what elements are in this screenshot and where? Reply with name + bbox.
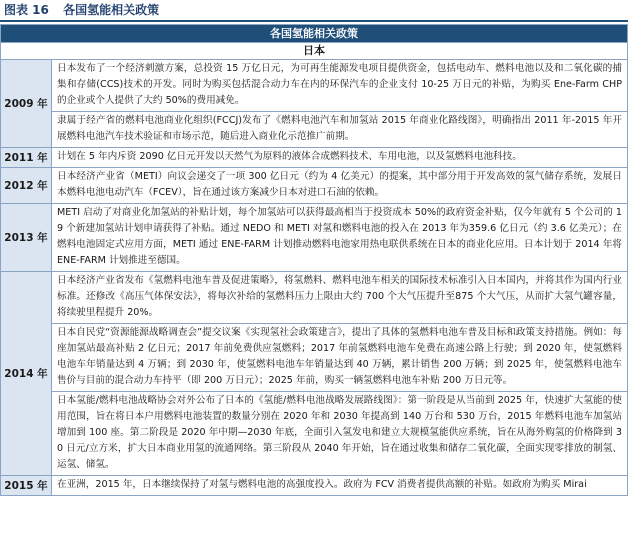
year-cell: 2013 年 — [1, 204, 52, 272]
table-row — [1, 168, 628, 204]
table-header: 各国氢能相关政策 — [1, 25, 628, 43]
year-cell: 2009 年 — [1, 60, 52, 148]
policy-cell: 日本经济产业省发布《氢燃料电池车普及促进策略》，将氢燃料、燃料电池车相关的国际技术标准引入日本国内，并将其作为国内行业标准。还修改《高压气体保安法》，将每次补给的氢燃料压力上限由大约 700 个大气压提升至875 个大气压，从而扩大氢气罐容量，将续驶里程提升 20%。 — [52, 272, 628, 324]
policy-cell: 隶属于经产省的燃料电池商业化组织(FCCJ)发布了《燃料电池汽车和加氢站 2015 年商业化路线图》，明确指出 2011 年-2015 年开展燃料电池汽车技术验证和市场示范，随后进入商业化示范推广前期。 — [52, 112, 628, 148]
figure-label: 图表 16 — [4, 3, 49, 17]
policy-cell: 日本自民党“资源能源战略调查会”提交议案《实现氢社会政策建言》，提出了具体的氢燃料电池车普及目标和政策支持措施。例如：每座加氢站最高补贴 2 亿日元；2017 年前免费供应氢燃料；2017 年前氢燃料电池车免费在高速公路上行驶；到 2020 年，使氢燃料电池车年销量达到 4 万辆；到 2030 年，使氢燃料电池车年销量达到 40 万辆，累计销售 200 万辆；到 2025 年，使氢燃料电池车售价与目前的混合动力车持平（即 200 万日元）；2025 年前，购买一辆氢燃料电池车补贴 200 万日元等。 — [52, 324, 628, 392]
year-cell: 2015 年 — [1, 476, 52, 496]
policy-cell: METI 启动了对商业化加氢站的补贴计划，每个加氢站可以获得最高相当于投资成本 50%的政府资金补贴，仅今年就有 5 个公司的 19 个新建加氢站计划申请获得了补贴。通过 NEDO 和 METI 对氢和燃料电池的投入在 2013 年为359.6 亿日元（约 3.6 亿美元）；在燃料电池固定式应用方面，METI 通过 ENE-FARM 计划推动燃料电池家用热电联供系统在日本的商业化应用。日本计划于 2014 年将 ENE-FARM 计划推进至德国。 — [52, 204, 628, 272]
table-header-row — [1, 25, 628, 43]
figure-title-bar — [0, 0, 628, 22]
table-row — [1, 272, 628, 324]
figure-title: 各国氢能相关政策 — [63, 3, 160, 17]
table-row — [1, 324, 628, 392]
table-row — [1, 392, 628, 476]
policy-text-clipped: 在亚洲，2015 年，日本继续保持了对氢与燃料电池的高强度投入。政府为 FCV 消费者提供高额的补贴。如政府为购买 Mirai — [57, 479, 587, 490]
table-row — [1, 476, 628, 496]
table-row — [1, 148, 628, 168]
table-row — [1, 204, 628, 272]
country-header: 日本 — [1, 43, 628, 60]
policy-table — [0, 24, 628, 496]
policy-cell: 日本氢能/燃料电池战略协会对外公布了日本的《氢能/燃料电池战略发展路线图》：第一阶段是从当前到 2025 年，快速扩大氢能的使用范围，旨在将日本户用燃料电池装置的数量分别在 2020 年和 2030 年提高到 140 万台和 530 万台，2015 年燃料电池车加氢站增加到 100 座。第二阶段是 2020 年中期—2030 年底，全面引入氢发电和建立大规模氢能供应系统，旨在从海外购氢的价格降到 30 日元/立方米，扩大日本商业用氢的流通网络。第三阶段从 2040 年开始，旨在通过收集和储存二氧化碳，全面实现零排放的制氢、运氢、储氢。 — [52, 392, 628, 476]
table-row — [1, 112, 628, 148]
country-row — [1, 43, 628, 60]
policy-table-wrapper — [0, 24, 628, 496]
policy-cell: 计划在 5 年内斥资 2090 亿日元开发以天然气为原料的液体合成燃料技术、车用电池，以及氢燃料电池科技。 — [52, 148, 628, 168]
policy-cell — [52, 476, 628, 496]
table-row — [1, 60, 628, 112]
year-cell: 2011 年 — [1, 148, 52, 168]
policy-cell: 日本发布了一个经济刺激方案，总投资 15 万亿日元，为可再生能源发电项目提供资金，包括电动车、燃料电池以及和二氧化碳的捕集和存储(CCS)技术的开发。同时为购买包括混合动力车在内的环保汽车的企业支付 10-25 万日元的补贴，为购买 Ene-Farm CHP 的企业或个人提供了大约 50%的费用减免。 — [52, 60, 628, 112]
year-cell: 2012 年 — [1, 168, 52, 204]
policy-cell: 日本经济产业省（METI）向议会递交了一项 300 亿日元（约为 4 亿美元）的提案，其中部分用于开发高效的氢气储存系统，发展日本燃料电池电动汽车（FCEV），旨在通过该方案减少日本对进口石油的依赖。 — [52, 168, 628, 204]
year-cell: 2014 年 — [1, 272, 52, 476]
